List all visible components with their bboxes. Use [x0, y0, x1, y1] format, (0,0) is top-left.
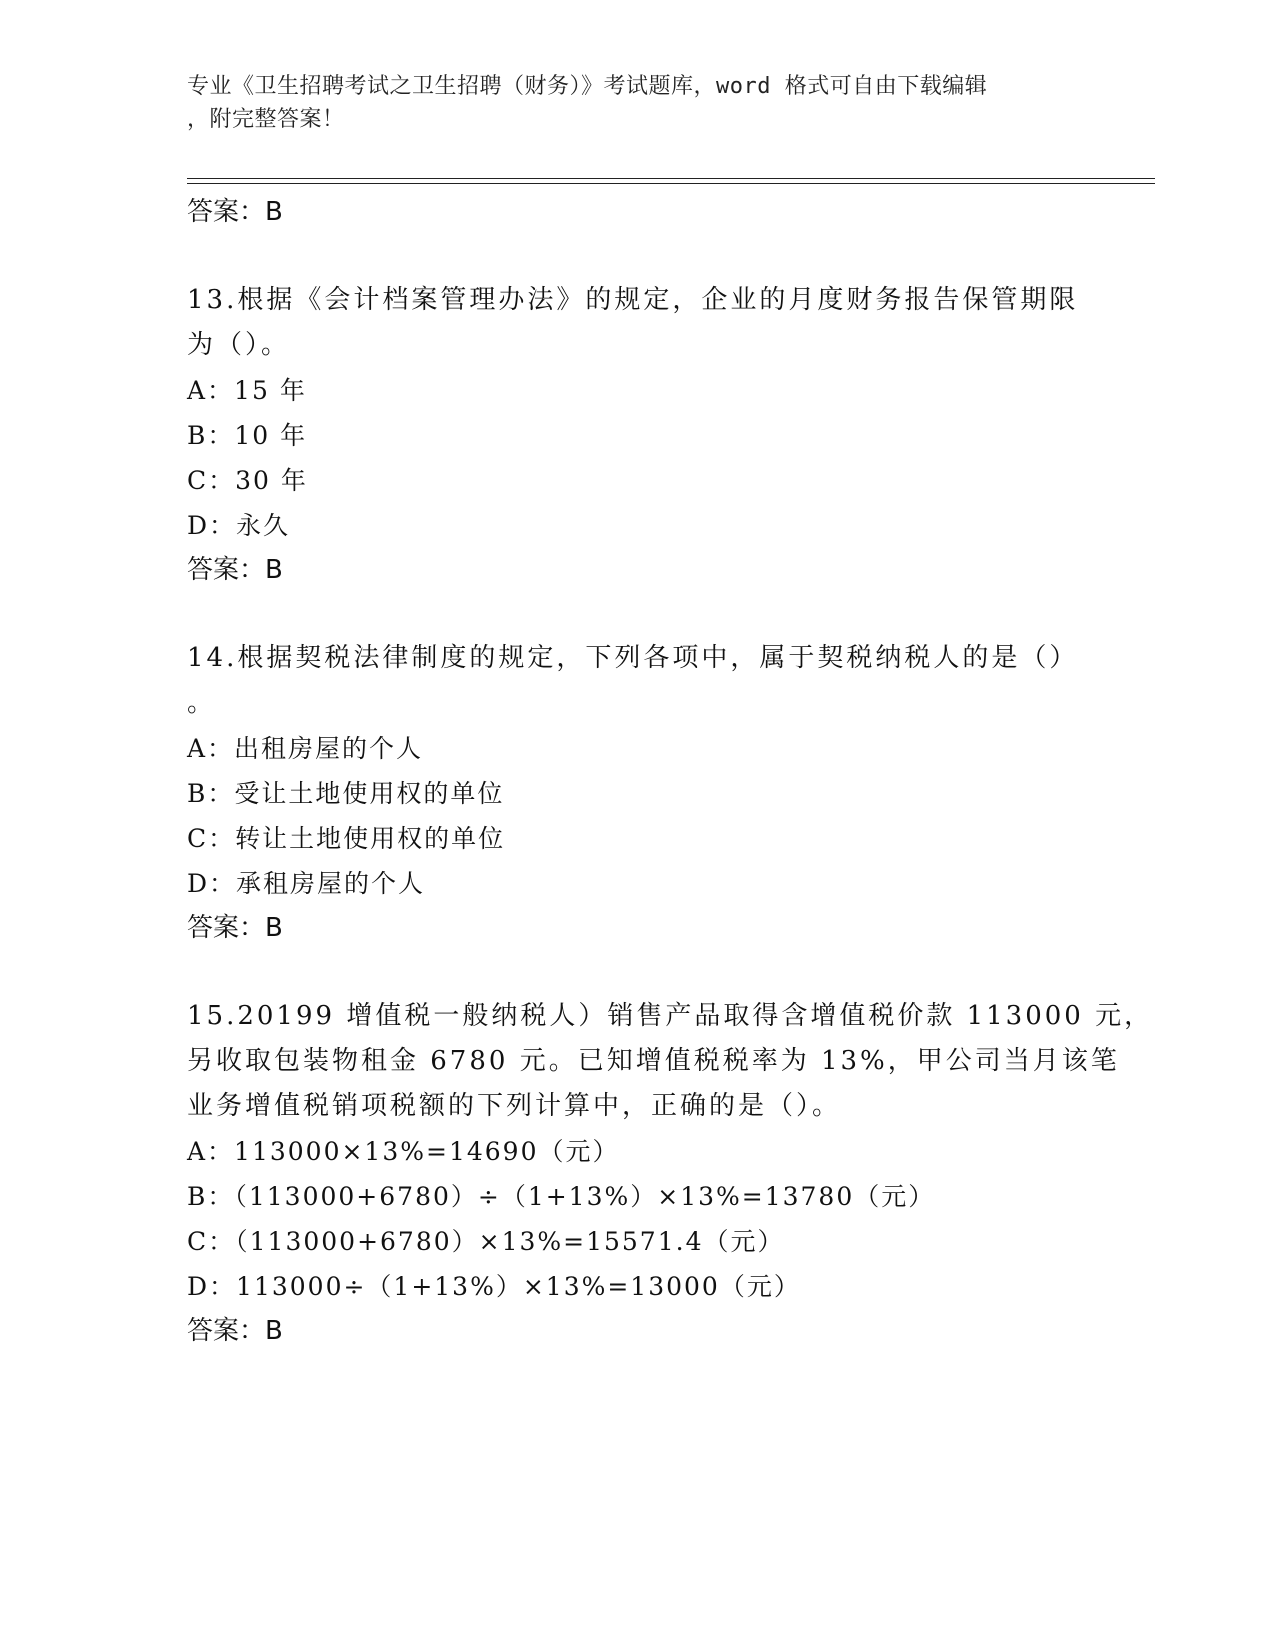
option-c: C：30 年 [187, 466, 308, 495]
option-a: A：出租房屋的个人 [187, 734, 424, 763]
question-stem [187, 278, 1087, 368]
option-c: C：转让土地使用权的单位 [187, 824, 506, 853]
question-stem-line: 另收取包装物租金 6780 元。已知增值税税率为 13%，甲公司当月该笔 [187, 1046, 1120, 1076]
option-b: B：10 年 [187, 421, 308, 450]
question-14 [187, 636, 1087, 950]
question-15 [187, 994, 1154, 1353]
question-13 [187, 278, 1087, 592]
option-a: A：113000×13%=14690（元） [187, 1137, 620, 1166]
question-list [187, 190, 1154, 1353]
question-stem-line: 14.根据契税法律制度的规定，下列各项中，属于契税纳税人的是（） [187, 643, 1079, 673]
answer: 答案：B [187, 555, 283, 585]
question-stem-line: 业务增值税销项税额的下列计算中，正确的是（）。 [187, 1091, 842, 1121]
answer: 答案：B [187, 913, 283, 943]
question-stem-line: 15.20199 增值税一般纳税人）销售产品取得含增值税价款 113000 元， [187, 1001, 1154, 1031]
option-d: D：永久 [187, 511, 291, 540]
question-stem-line: 13.根据《会计档案管理办法》的规定，企业的月度财务报告保管期限 [187, 285, 1079, 315]
question-stem-line: 。 [187, 688, 217, 718]
option-b: B：受让土地使用权的单位 [187, 779, 505, 808]
header-rule-top [187, 178, 1155, 179]
question-stem [187, 994, 1154, 1129]
option-d: D：113000÷（1+13%）×13%=13000（元） [187, 1272, 801, 1301]
previous-answer: 答案：B [187, 197, 283, 227]
answer: 答案：B [187, 1316, 283, 1346]
header-line-2: ，附完整答案！ [187, 107, 345, 132]
option-d: D：承租房屋的个人 [187, 869, 426, 898]
option-a: A：15 年 [187, 376, 307, 405]
header-line-1: 专业《卫生招聘考试之卫生招聘（财务）》考试题库，word 格式可自由下载编辑 [187, 74, 988, 99]
option-b: B：（113000+6780）÷（1+13%）×13%=13780（元） [187, 1182, 936, 1211]
question-stem-line: 为（）。 [187, 330, 291, 360]
option-c: C：（113000+6780）×13%=15571.4（元） [187, 1227, 785, 1256]
header-rule-bottom [187, 183, 1155, 184]
question-stem [187, 636, 1087, 726]
page-header [187, 70, 1067, 136]
